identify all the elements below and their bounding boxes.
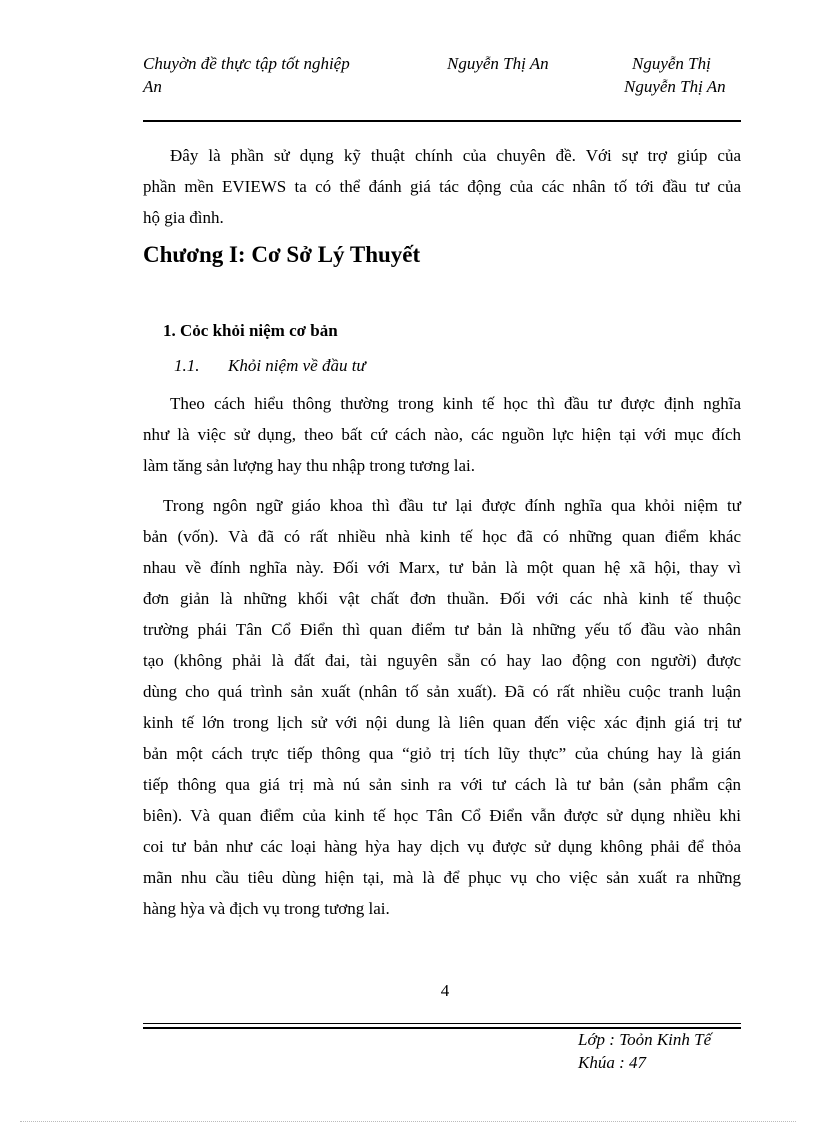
paragraph-capital: [143, 490, 741, 924]
subsection-heading: [174, 356, 366, 376]
text-line: bản (vốn). Và đã có rất nhiều nhà kinh tế học đã có những quan điểm khác: [143, 527, 741, 546]
text-line: coi tư bản như các loại hàng hỳa hay dịch vụ được sử dụng không phải để thỏa: [143, 837, 741, 856]
chapter-title: Chương I: Cơ Sở Lý Thuyết: [143, 242, 421, 267]
text-line: Đây là phần sử dụng kỹ thuật chính của chuyên đề. Với sự trợ giúp của: [170, 146, 741, 165]
page-number: 4: [440, 981, 450, 1000]
text-line: như là việc sử dụng, theo bất cứ cách nào, các nguồn lực hiện tại với mục đích: [143, 425, 741, 444]
text-line: mãn nhu cầu tiêu dùng hiện tại, mà là để phục vụ cho việc sản xuất ra những: [143, 868, 741, 887]
text-line: nhau về đính nghĩa này. Đối với Marx, tư bản là một quan hệ xã hội, thay vì: [143, 558, 741, 577]
subsection-title: Khỏi niệm về đầu tư: [228, 356, 366, 375]
page-edge-divider: [20, 1121, 796, 1122]
footer-rule: [143, 1023, 741, 1024]
text-line: đơn giản là những khối vật chất đơn thuần. Đối với các nhà kinh tế thuộc: [143, 589, 741, 608]
header-rule: [143, 120, 741, 122]
text-line: kinh tế lớn trong lịch sử với nội dung là liên quan đến việc xác định giá trị tư: [143, 713, 741, 732]
text-line: tiếp thông qua giá trị mà nú sản sinh ra với tư cách là tư bản (sản phẩm cận: [143, 775, 741, 794]
header-center: Nguyễn Thị An: [447, 54, 549, 73]
section-heading: 1. Cỏc khỏi niệm cơ bản: [163, 321, 338, 340]
text-line: làm tăng sản lượng hay thu nhập trong tương lai.: [143, 456, 475, 475]
text-line: trường phái Tân Cổ Điển thì quan điểm tư bản là những yếu tố đầu vào nhân: [143, 620, 741, 639]
subsection-number: 1.1.: [174, 356, 200, 375]
header-right: Nguyễn Thị: [632, 54, 711, 73]
text-line: hộ gia đình.: [143, 208, 224, 227]
text-line: bản một cách trực tiếp thông qua “giỏ trị tích lũy thực” của chúng hay là gián: [143, 744, 741, 763]
footer-cohort: Khúa : 47: [578, 1053, 646, 1072]
text-line: hàng hỳa và địch vụ trong tương lai.: [143, 899, 390, 918]
text-line: biên). Và quan điểm của kinh tế học Tân Cổ Điển vẫn được sử dụng nhiều khi: [143, 806, 741, 825]
text-line: phần mền EVIEWS ta có thể đánh giá tác động của các nhân tố tới đầu tư của: [143, 177, 741, 196]
paragraph-investment-definition: [143, 388, 741, 481]
text-line: Trong ngôn ngữ giáo khoa thì đầu tư lại được đính nghĩa qua khỏi niệm tư: [163, 496, 741, 515]
header-left-continued: An: [143, 77, 162, 96]
header-left: Chuyờn đề thực tập tốt nghiệp: [143, 54, 350, 73]
text-line: dùng cho quá trình sản xuất (nhân tố sản xuất). Đã có rất nhiều cuộc tranh luận: [143, 682, 741, 701]
text-line: tạo (không phải là đất đai, tài nguyên sẵn có hay lao động con người) được: [143, 651, 741, 670]
intro-paragraph: [143, 140, 741, 233]
text-line: Theo cách hiểu thông thường trong kinh tế học thì đầu tư được định nghĩa: [170, 394, 741, 413]
header-right-continued: Nguyễn Thị An: [624, 77, 726, 96]
footer-class: Lớp : Toỏn Kinh Tế: [578, 1030, 712, 1049]
